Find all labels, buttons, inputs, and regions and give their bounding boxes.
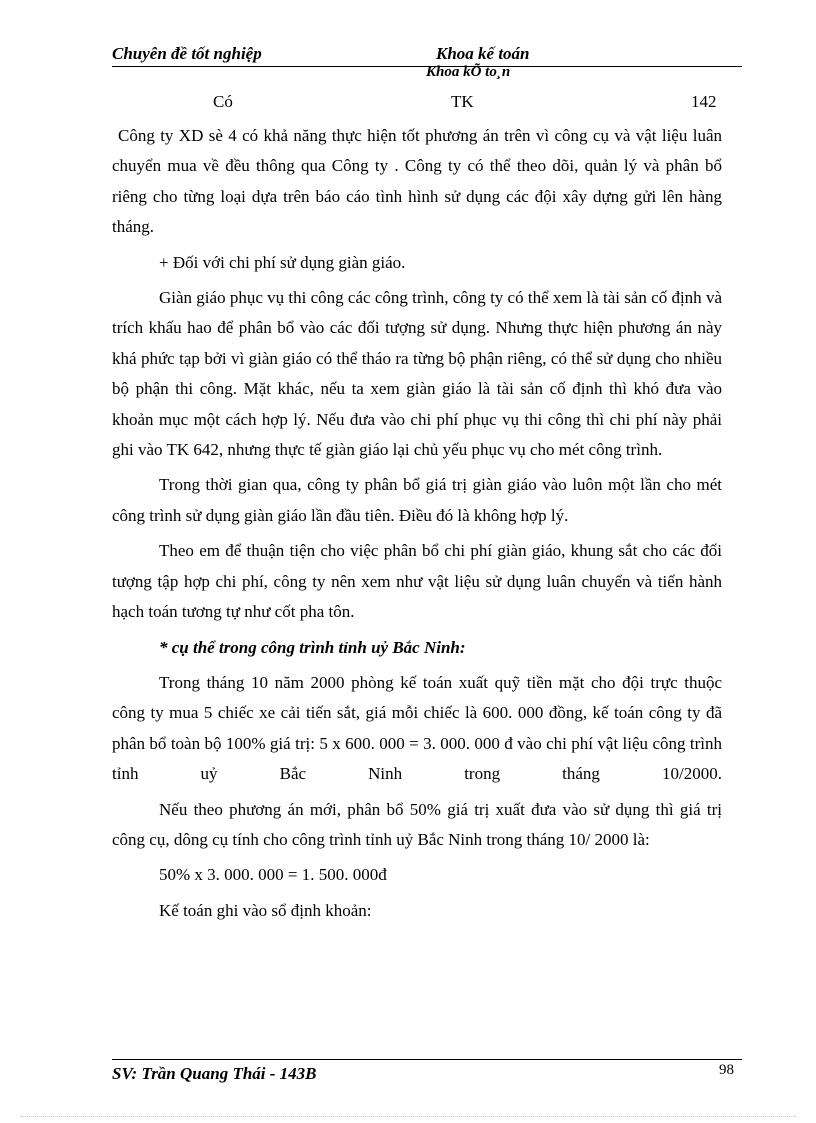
paragraph-2: + Đối với chi phí sử dụng giàn giáo. <box>159 252 406 272</box>
page-bottom-dotted-edge <box>20 1116 796 1117</box>
paragraph-10: Kế toán ghi vào sổ định khoản: <box>159 900 372 920</box>
paragraph-4: Trong thời gian qua, công ty phân bổ giá trị giàn giáo vào luôn một lần cho mét công trình sử dụng giàn giáo lần đầu tiên. Điều đó là không hợp lý. <box>112 475 722 525</box>
entry-account-label: TK <box>451 92 474 111</box>
document-body <box>112 121 722 926</box>
header-garbled-title: Khoa kÕ to¸n <box>426 64 511 80</box>
paragraph-5: Theo em để thuận tiện cho việc phân bổ chi phí giàn giáo, khung sắt cho các đối tượng tập hợp chi phí, công ty nên xem như vật liệu sử dụng luân chuyển và tiến hành hạch toán tương tự như cốt pha tôn. <box>112 541 722 622</box>
footer-student: SV: Trần Quang Thái - 143B <box>112 1064 317 1083</box>
entry-account-number: 142 <box>691 92 717 111</box>
formula-line: 50% x 3. 000. 000 = 1. 500. 000đ <box>159 865 387 885</box>
section-heading: * cụ thể trong công trình tỉnh uỷ Bắc Ninh: <box>159 637 466 657</box>
paragraph-8: Nếu theo phương án mới, phân bổ 50% giá trị xuất đưa vào sử dụng thì giá trị công cụ, dông cụ tính cho công trình tỉnh uỷ Bắc Ninh trong tháng 10/ 2000 là: <box>112 799 722 849</box>
paragraph-7: Trong tháng 10 năm 2000 phòng kế toán xuất quỹ tiền mặt cho đội trực thuộc công ty mua 5 chiếc xe cải tiến sắt, giá mỗi chiếc là 600. 000 đồng, kế toán công ty đã phân bổ toàn bộ 100% giá trị: 5 x 600. 000 = 3. 000. 000 đ vào chi phí vật liệu công trình tỉnh uỷ Bắc Ninh trong tháng 10/2000. <box>112 672 722 784</box>
footer-rule <box>112 1059 742 1060</box>
paragraph-3: Giàn giáo phục vụ thi công các công trình, công ty có thể xem là tài sản cố định và trích khấu hao để phân bổ vào các đối tượng sử dụng. Nhưng thực hiện phương án này khá phức tạp bởi vì giàn giáo có thể tháo ra từng bộ phận riêng, có thể sử dụng cho nhiều bộ phận thi công. Mặt khác, nếu ta xem giàn giáo là tài sản cố định thì khó đưa vào khoản mục một cách hợp lý. Nếu đưa vào chi phí phục vụ thi công thì chi phí này phải ghi vào TK 642, nhưng thực tế giàn giáo lại chủ yếu phục vụ cho mét công trình. <box>112 288 722 460</box>
paragraph-1: Công ty XD sè 4 có khả năng thực hiện tốt phương án trên vì công cụ và vật liệu luân chuyển mua về đều thông qua Công ty . Công ty có thể theo dõi, quản lý và phân bổ riêng cho từng loại dựa trên báo cáo tình hình sử dụng các đội xây dựng gửi lên hàng tháng. <box>112 126 722 237</box>
header-center-title: Khoa kế toán <box>436 44 530 63</box>
page-number: 98 <box>719 1062 734 1078</box>
entry-side: Có <box>213 92 233 111</box>
header-left-title: Chuyên đề tốt nghiệp <box>112 44 262 63</box>
